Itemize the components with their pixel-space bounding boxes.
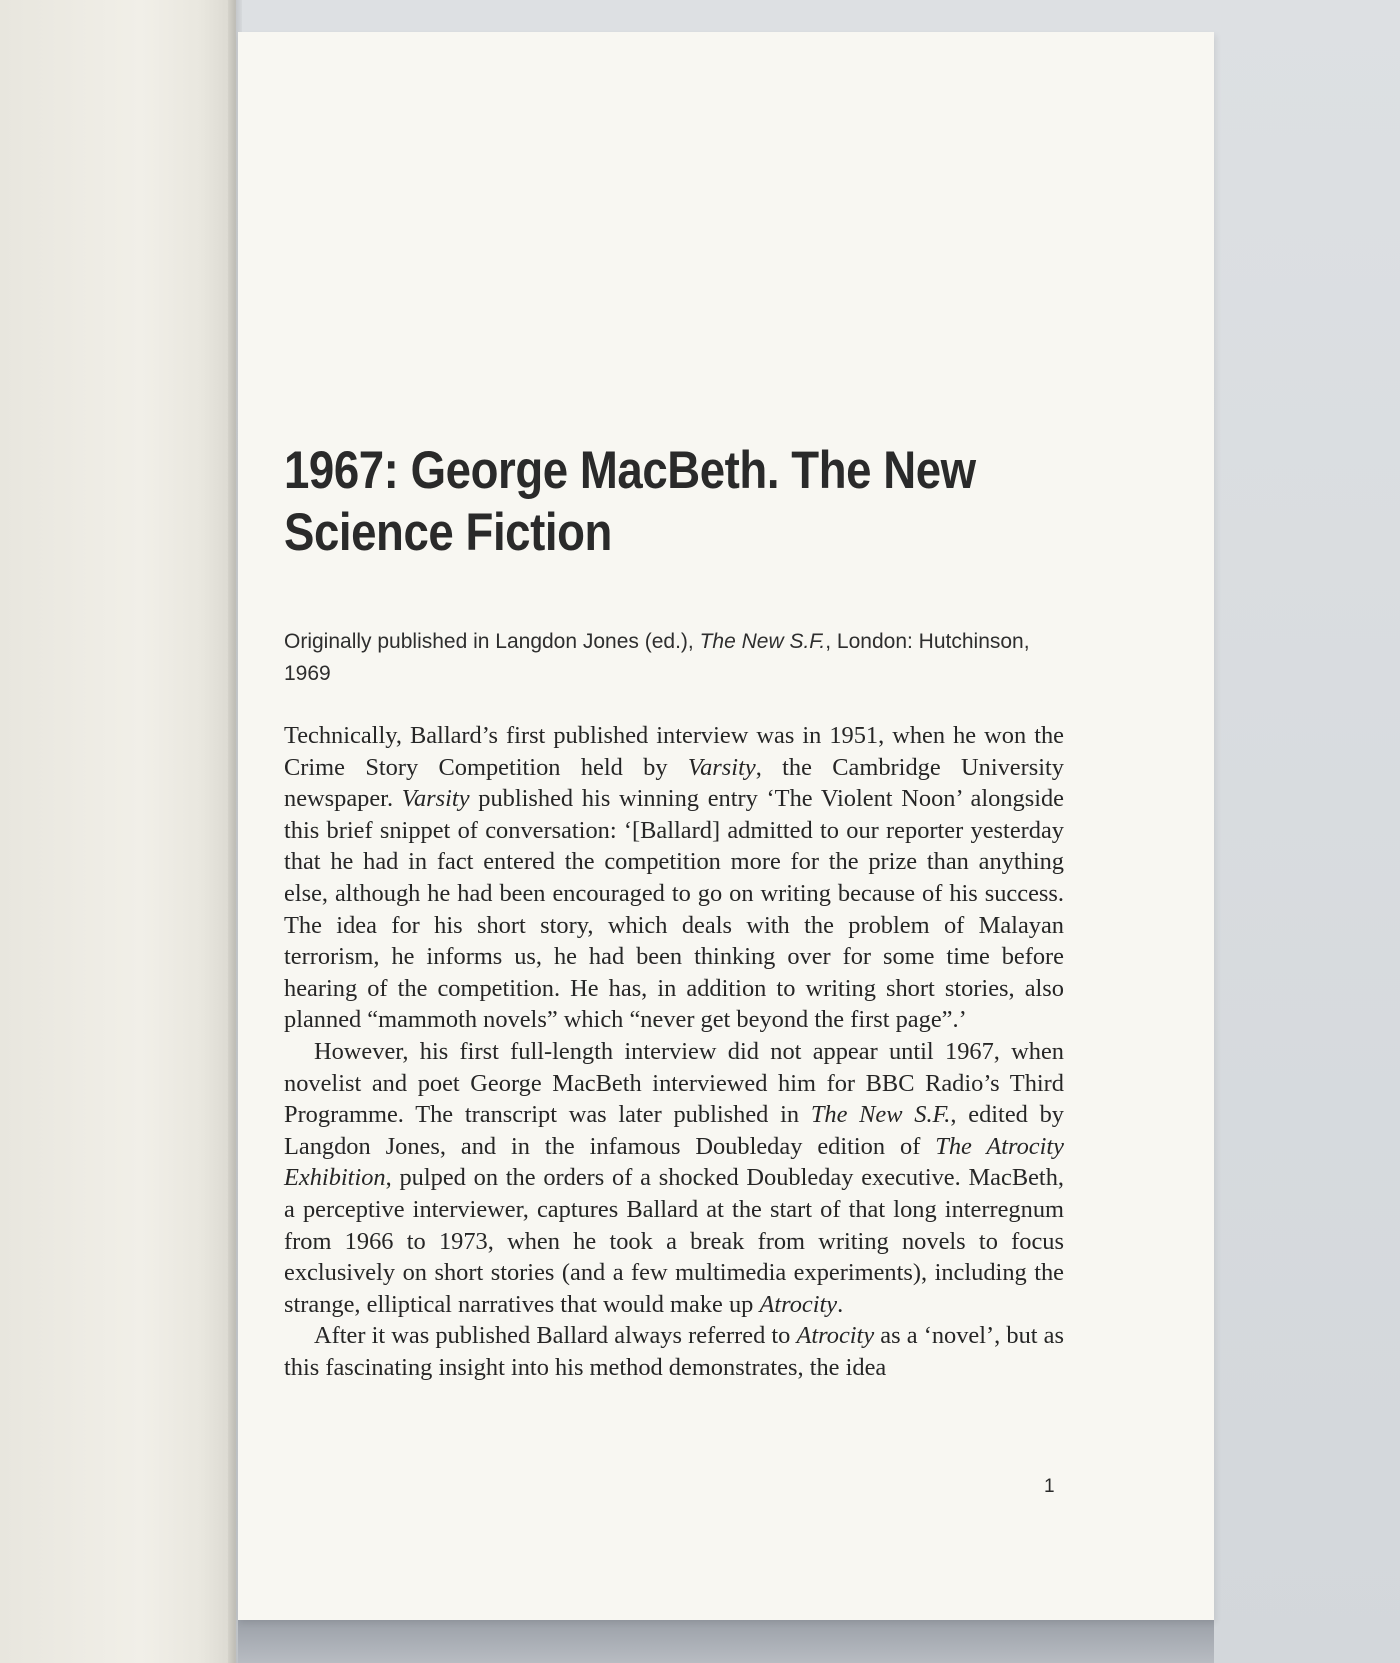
text-run: , pulped on the orders of a shocked Doubleday executive. MacBeth, a perceptive interviewer, captures Ballard at the start of that long interregnum from 1966 to 1973, when he took a break from writing novels to focus exclusively on short stories (and a few multimedia experiments), including the strange, elliptical narratives that would make up: [284, 1164, 1064, 1318]
paragraph: [284, 1320, 1064, 1383]
source-note: [284, 626, 1044, 690]
text-run-italic: Varsity: [401, 785, 470, 813]
text-run-italic: The New S.F.: [810, 1101, 951, 1129]
text-run: as a ‘novel’, but as this fascinating insight into his method demonstrates, the idea: [284, 1322, 1064, 1381]
text-run-italic: Varsity: [687, 753, 756, 781]
chapter-title-line-1: 1967: George MacBeth. The New: [284, 441, 976, 500]
text-run-italic: The Atrocity Exhibition: [284, 1132, 1065, 1192]
paragraph: [284, 1036, 1064, 1320]
text-run: , edited by Langdon Jones, and in the infamous Doubleday edition of: [284, 1101, 1064, 1160]
text-run: .: [837, 1290, 844, 1318]
text-run: , the Cambridge University newspaper.: [284, 753, 1064, 813]
text-run: Technically, Ballard’s first published interview was in 1951, when he won the Crime Story Competition held by: [284, 722, 1064, 781]
right-page: [238, 32, 1214, 1620]
chapter-title-line-2: Science Fiction: [284, 503, 612, 562]
text-run: However, his first full-length interview did not appear until 1967, when novelist and poet George MacBeth interviewed him for BBC Radio’s Third Programme. The transcript was later published in: [284, 1037, 1064, 1129]
chapter-title: [284, 440, 989, 564]
text-run: published his winning entry ‘The Violent Noon’ alongside this brief snippet of conversation: ‘[Ballard] admitted to our reporter yesterday that he had in fact entered the competition more for the prize than anything else, although he had been encouraged to go on writing because of his success. The idea for his short story, which deals with the problem of Malayan terrorism, he informs us, he had been thinking over for some time before hearing of the competition. He has, in addition to writing short stories, also planned “mammoth novels” which “never get beyond the first page”.’: [284, 785, 1065, 1034]
text-run-italic: Atrocity: [796, 1322, 875, 1350]
body-text: [284, 720, 1064, 1383]
page-number: 1: [1044, 1476, 1055, 1497]
page-bottom-edge: [238, 1620, 1214, 1663]
left-page: [0, 0, 236, 1663]
source-note-prefix: Originally published in Langdon Jones (ed.),: [284, 630, 700, 653]
source-note-suffix: , London: Hutchinson, 1969: [284, 630, 1030, 685]
text-run-italic: Atrocity: [759, 1290, 838, 1318]
paragraph: [284, 720, 1064, 1036]
text-run: After it was published Ballard always referred to: [314, 1322, 797, 1350]
source-note-publication: The New S.F.: [699, 630, 826, 653]
